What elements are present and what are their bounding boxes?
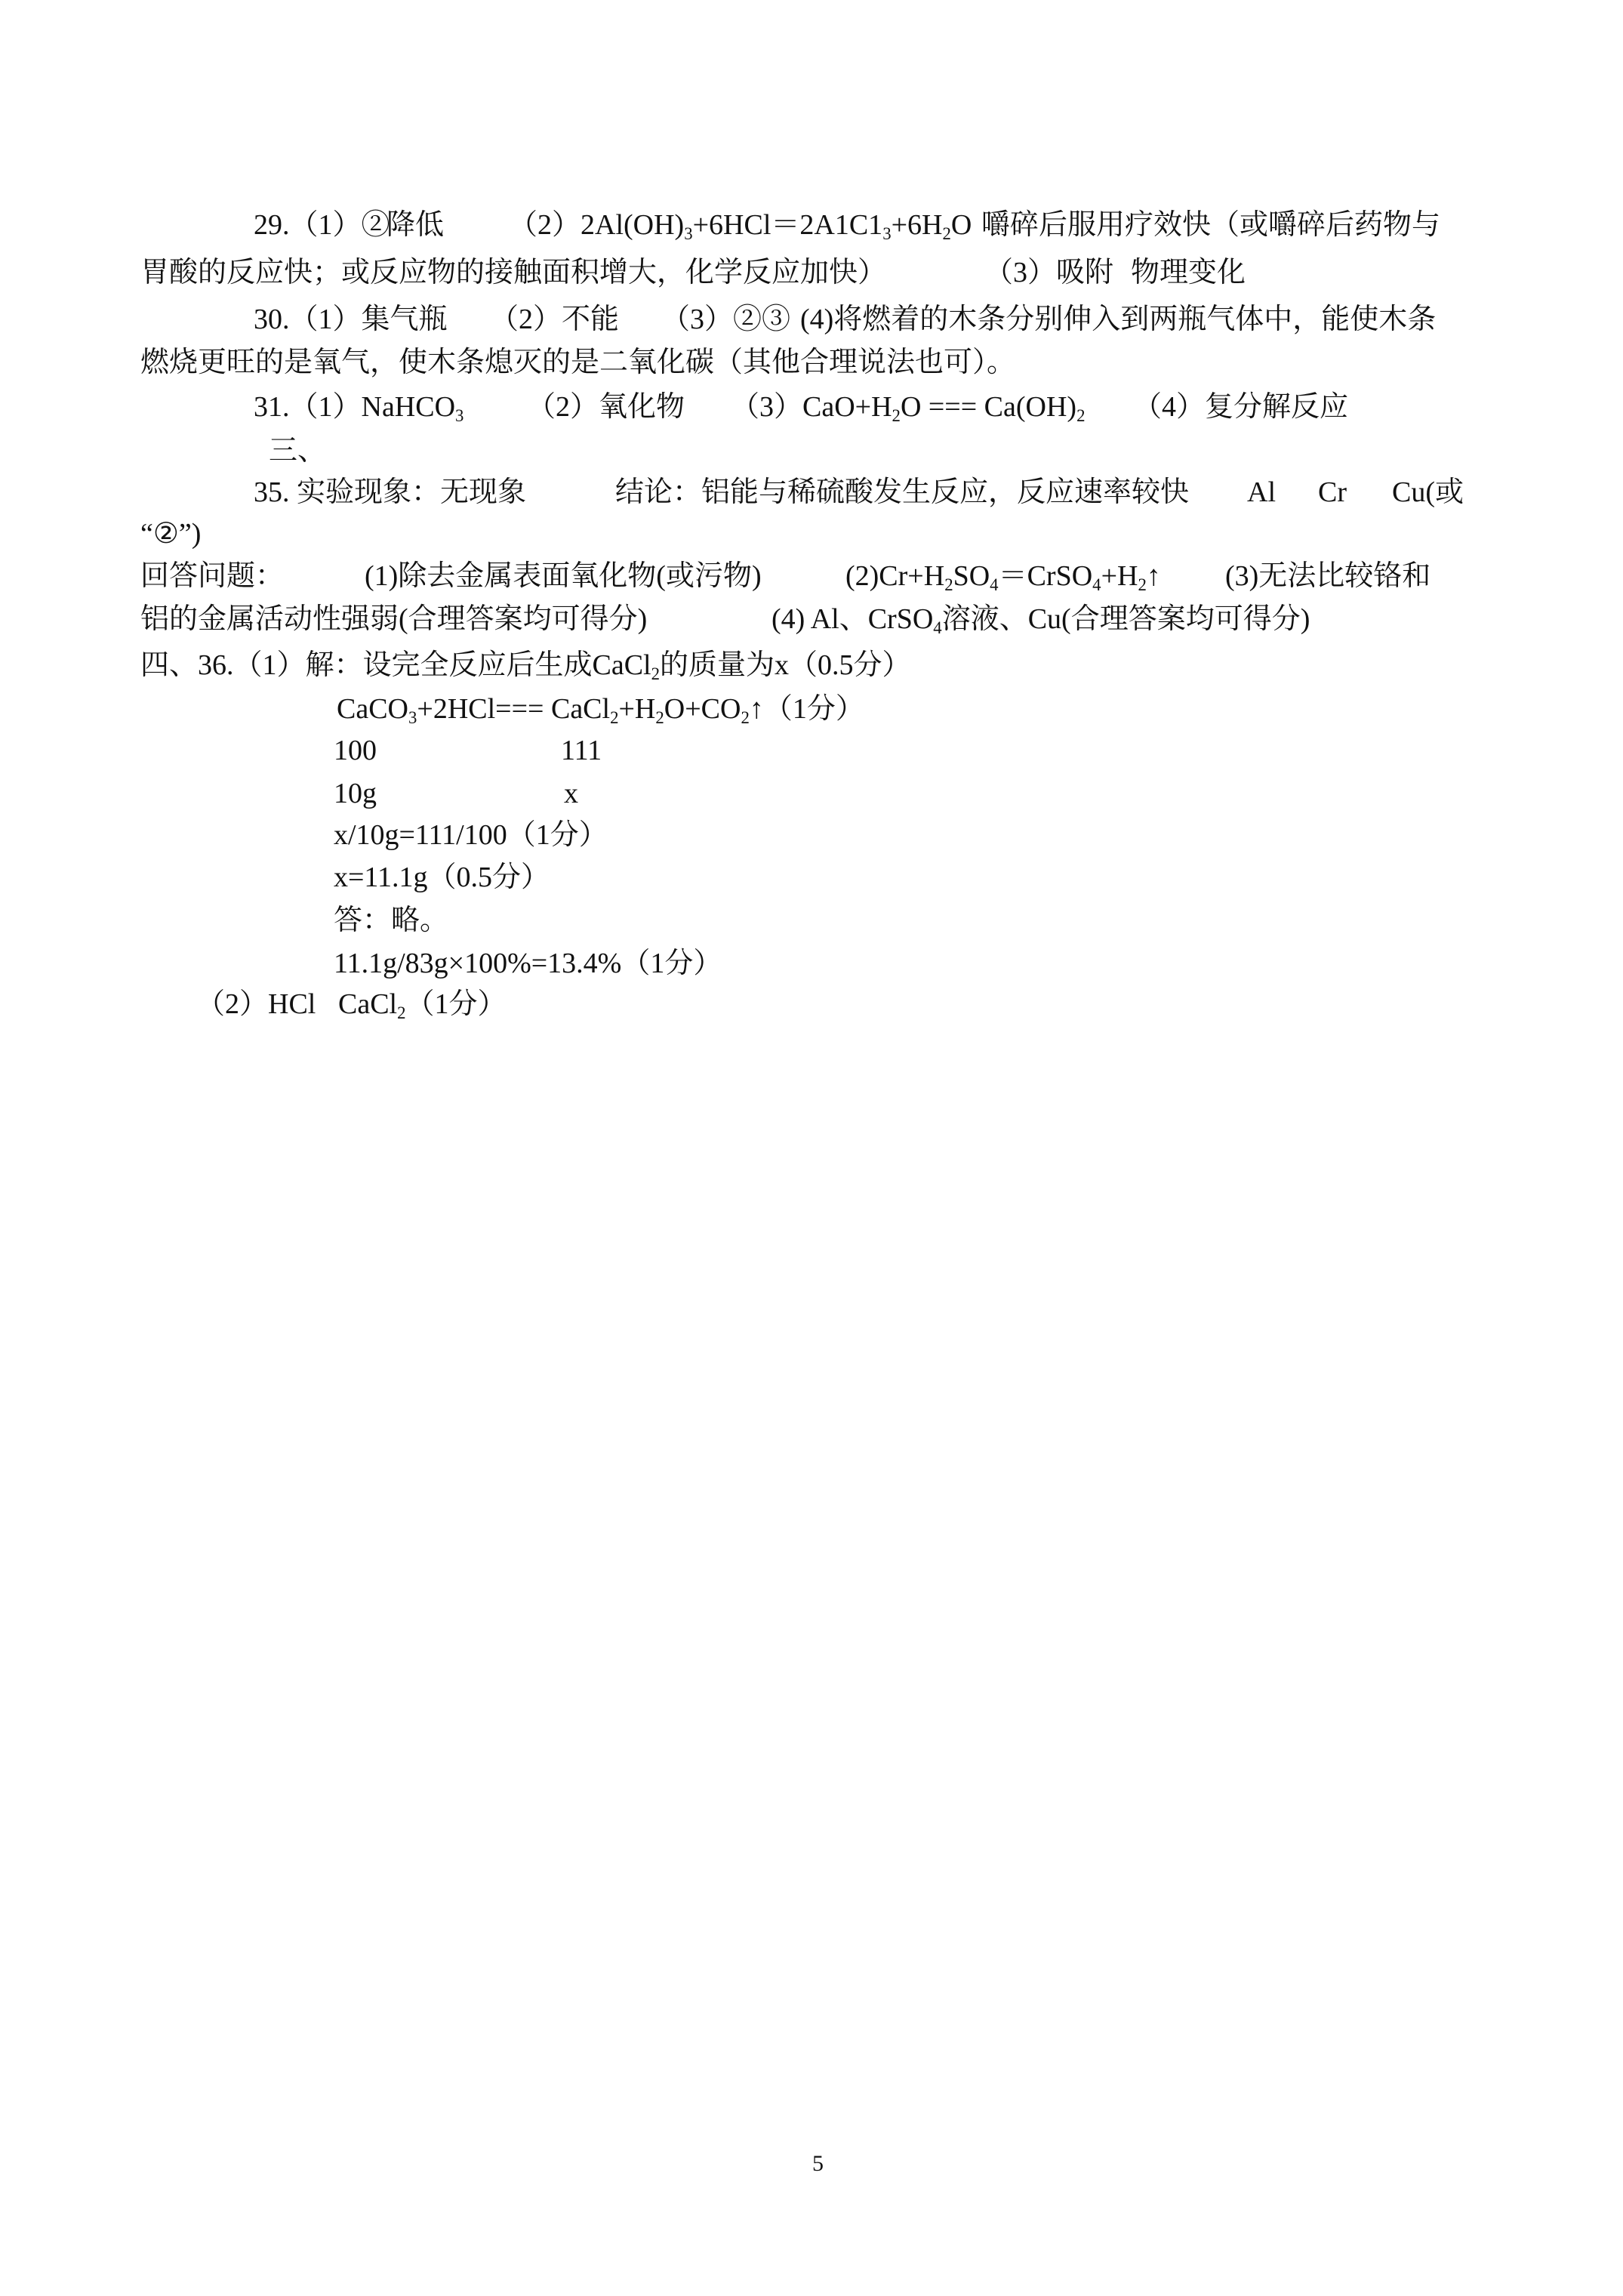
subscript: 2	[892, 405, 901, 425]
q30-part4-answer-cont: 燃烧更旺的是氧气，使木条熄灭的是二氧化碳（其他合理说法也可）。	[140, 347, 1016, 378]
q35-answer-3: (3)无法比较铬和	[1225, 560, 1431, 592]
q31-part3-equation	[731, 390, 1085, 424]
q36-answer-line	[0, 903, 1623, 938]
equation-text: O	[950, 209, 972, 241]
q29-part3-answer-2: 物理变化	[1131, 257, 1246, 288]
q35-answer-heading: 回答问题：	[140, 560, 285, 592]
q29-line-1	[0, 208, 1623, 242]
equation-text: （2）2Al(OH)	[509, 209, 685, 241]
subscript: 3	[408, 707, 417, 727]
subscript: 2	[741, 707, 750, 727]
q36-ratio-row-1	[0, 733, 1623, 768]
equation-text: ↑（1分）	[749, 693, 864, 725]
subscript: 2	[651, 664, 661, 683]
ratio-value: 100	[334, 735, 377, 766]
answer-text: (4) Al、CrSO	[771, 603, 934, 635]
intro-text: 的质量为x（0.5分）	[660, 649, 911, 681]
subscript: 2	[1076, 405, 1086, 425]
gas-arrow: ↑	[1146, 560, 1161, 592]
q36-intro-line	[0, 648, 1623, 683]
q36-ratio-row-2	[0, 776, 1623, 811]
q36-percentage-line	[0, 946, 1623, 981]
q35-line-3	[0, 559, 1623, 593]
section-3-heading	[0, 433, 1623, 468]
q35-metal-cu: Cu(或	[1392, 476, 1464, 508]
subscript: 2	[942, 223, 951, 243]
equation-text: （3）CaO+H	[731, 391, 892, 423]
q36-result-line	[0, 860, 1623, 895]
q35-phenomenon: 35. 实验现象：无现象	[254, 476, 527, 508]
q35-metal-order-alt: “②”)	[140, 518, 202, 550]
subscript: 3	[882, 223, 892, 243]
q35-answer-3-cont: 铝的金属活动性强弱(合理答案均可得分)	[140, 603, 648, 635]
q29-line-2	[0, 255, 1623, 290]
q35-line-1	[0, 475, 1623, 510]
equation-text: SO	[953, 560, 990, 592]
subscript: 3	[455, 405, 464, 425]
intro-text: 四、36.（1）解：设完全反应后生成CaCl	[140, 649, 651, 681]
q30-part2-answer: （2）不能	[490, 304, 620, 335]
equation-text: +H	[618, 693, 656, 725]
q35-answer-1: (1)除去金属表面氧化物(或污物)	[365, 560, 762, 592]
q30-line-1	[0, 302, 1623, 337]
subscript: 4	[933, 618, 942, 637]
q36-result: x=11.1g（0.5分）	[334, 861, 550, 893]
subscript: 4	[1092, 575, 1101, 594]
ratio-value: 111	[561, 735, 602, 766]
q29-part3-answer: （3）吸附	[984, 257, 1114, 288]
equation-text: O+CO	[664, 693, 741, 725]
q35-metal-cr: Cr	[1318, 476, 1347, 508]
formula-text: CaCl	[338, 988, 398, 1020]
equation-text: +6H	[891, 209, 943, 241]
page-number: 5	[812, 2151, 824, 2176]
q36-part2-solute-2	[338, 987, 507, 1022]
q36-proportion-line	[0, 818, 1623, 852]
equation-text: +2HCl=== CaCl	[417, 693, 611, 725]
q30-line-2	[0, 345, 1623, 380]
subscript: 2	[610, 707, 619, 727]
q31-part1-answer	[254, 390, 463, 424]
equation-text: CaCO	[337, 693, 408, 725]
q35-answer-2-equation	[845, 559, 1161, 593]
equation-text: ＝CrSO	[998, 560, 1093, 592]
q36-equation-line	[0, 692, 1623, 726]
subscript: 2	[655, 707, 664, 727]
q35-line-2	[0, 516, 1623, 551]
equation-text: +H	[1101, 560, 1138, 592]
q31-part4-answer: （4）复分解反应	[1133, 391, 1349, 423]
q36-answer: 答：略。	[334, 905, 449, 936]
q30-part1-answer: 30.（1）集气瓶	[254, 304, 448, 335]
equation-text: O === Ca(OH)	[900, 391, 1077, 423]
q36-proportion: x/10g=111/100（1分）	[334, 819, 608, 851]
score-text: （1分）	[405, 988, 507, 1020]
equation-text: (2)Cr+H	[845, 560, 945, 592]
q36-intro	[140, 648, 911, 683]
answer-text: 溶液、Cu(合理答案均可得分)	[941, 603, 1310, 635]
formula-text: 31.（1）NaHCO	[254, 391, 456, 423]
q35-metal-al: Al	[1247, 476, 1276, 508]
q36-part2-line	[0, 987, 1623, 1022]
q35-line-4	[0, 602, 1623, 636]
q31-line	[0, 390, 1623, 424]
subscript: 2	[944, 575, 953, 594]
q36-percentage: 11.1g/83g×100%=13.4%（1分）	[334, 948, 722, 979]
q29-part2-explanation: 嚼碎后服用疗效快（或嚼碎后药物与	[981, 209, 1441, 241]
subscript: 2	[397, 1003, 406, 1022]
q36-equation	[337, 692, 864, 726]
q29-part1-answer: 29.（1）②	[254, 209, 390, 241]
subscript: 4	[990, 575, 999, 594]
equation-text: +6HCl＝2A1C1	[692, 209, 883, 241]
subscript: 2	[1138, 575, 1147, 594]
q29-part1-answer-2: 降低	[387, 209, 445, 241]
q30-part4-answer: (4)将燃着的木条分别伸入到两瓶气体中，能使木条	[800, 304, 1437, 335]
q35-conclusion: 结论：铝能与稀硫酸发生反应，反应速率较快	[615, 476, 1190, 508]
subscript: 3	[684, 223, 693, 243]
q29-part2-equation	[509, 208, 972, 242]
q29-part2-explanation-cont: 胃酸的反应快；或反应物的接触面积增大，化学反应加快）	[140, 257, 887, 288]
ratio-value: x	[564, 778, 578, 809]
q31-part2-answer: （2）氧化物	[527, 391, 685, 423]
ratio-value: 10g	[334, 778, 377, 809]
q30-part3-answer: （3）②③	[661, 304, 791, 335]
section-label: 三、	[269, 435, 327, 467]
q35-answer-4	[771, 602, 1310, 636]
q36-part2-solute-1: （2）HCl	[196, 988, 316, 1020]
